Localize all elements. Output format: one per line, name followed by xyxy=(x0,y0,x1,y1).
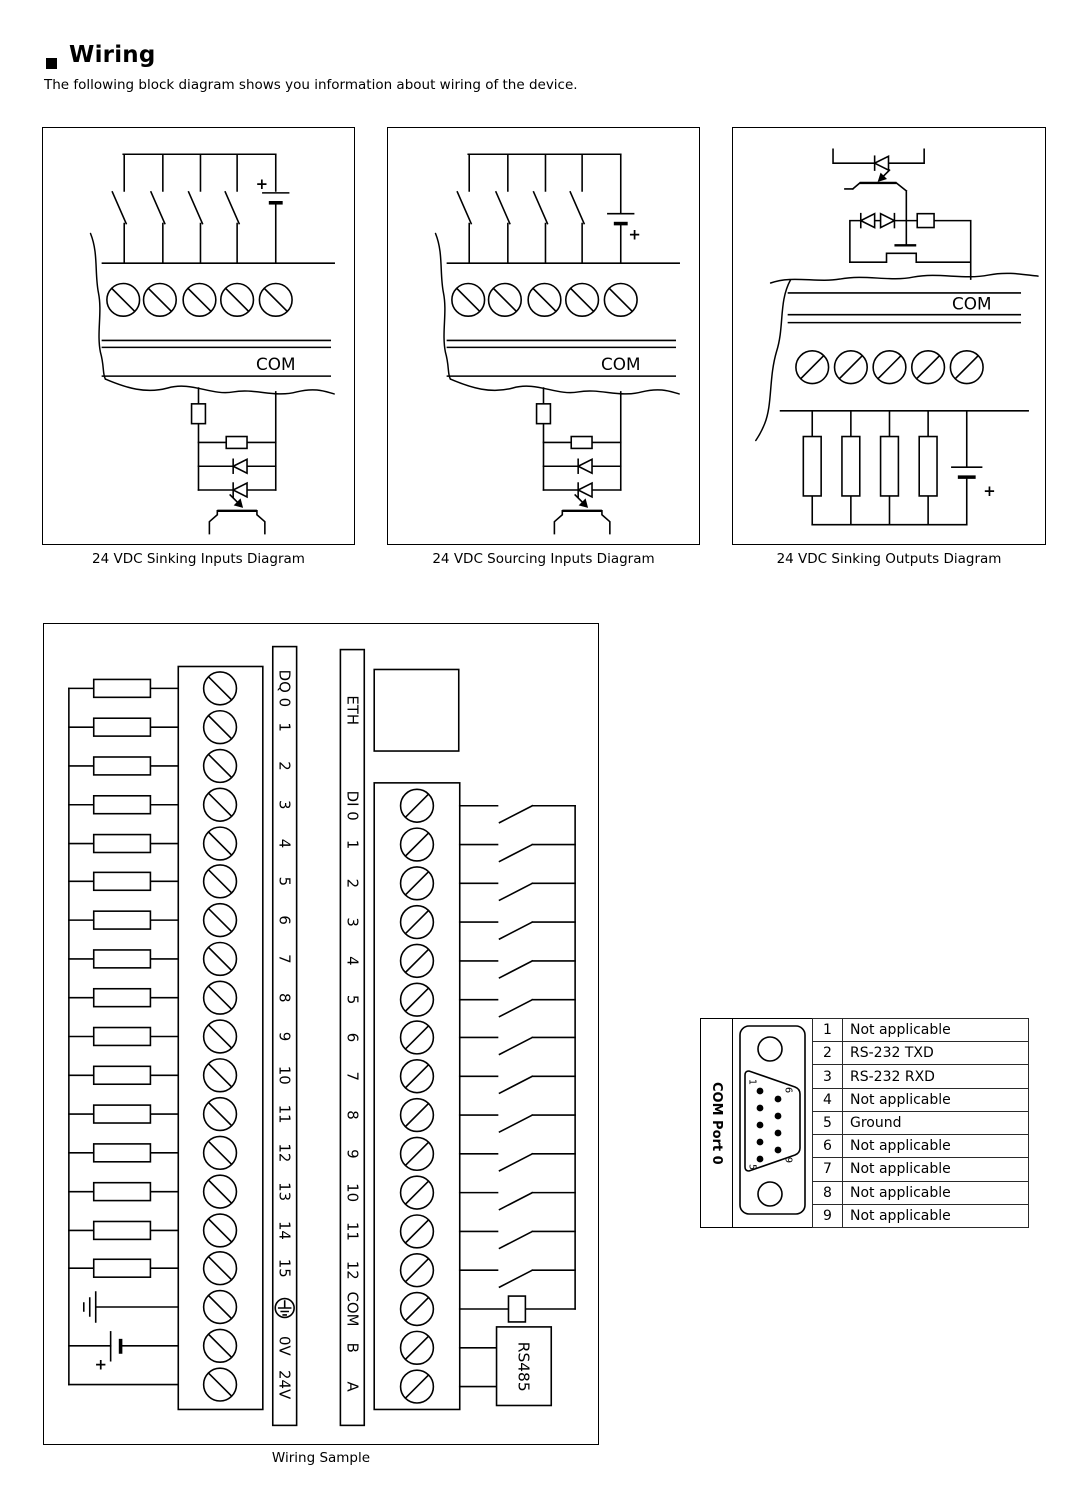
com-port-connector xyxy=(733,1019,813,1227)
sourcing-inputs-caption: 24 VDC Sourcing Inputs Diagram xyxy=(432,551,655,567)
wiring-sample-caption: Wiring Sample xyxy=(271,1450,371,1466)
load-resistors xyxy=(69,679,178,1277)
table-row: 7 Not applicable xyxy=(813,1158,1029,1181)
svg-text:11: 11 xyxy=(343,1221,362,1241)
sinking-outputs-caption: 24 VDC Sinking Outputs Diagram xyxy=(776,551,1002,567)
svg-text:9: 9 xyxy=(343,1149,362,1159)
table-row: 5 Ground xyxy=(813,1111,1029,1134)
torn-edge-left xyxy=(756,280,791,440)
svg-text:6: 6 xyxy=(275,915,294,925)
page-title: Wiring xyxy=(69,42,156,68)
sourcing-inputs-diagram xyxy=(387,127,700,545)
table-row: 6 Not applicable xyxy=(813,1135,1029,1158)
rs485-label: RS485 xyxy=(514,1341,533,1392)
svg-text:4: 4 xyxy=(343,956,362,966)
input-switches-icon xyxy=(457,154,584,263)
svg-text:10: 10 xyxy=(343,1183,362,1203)
svg-text:7: 7 xyxy=(275,954,294,964)
wiring-sample-diagram xyxy=(43,623,599,1445)
svg-text:1: 1 xyxy=(746,1078,758,1086)
svg-text:2: 2 xyxy=(343,878,362,889)
table-row: 9 Not applicable xyxy=(813,1204,1029,1227)
load-resistors xyxy=(803,411,937,525)
diode-icon xyxy=(875,156,889,170)
torn-edge-left xyxy=(91,233,106,379)
fuse-icon xyxy=(508,1296,525,1322)
table-row: 3 RS-232 RXD xyxy=(813,1065,1029,1088)
svg-text:15: 15 xyxy=(275,1258,294,1278)
earth-ground-icon xyxy=(275,1299,294,1318)
db9-connector-icon xyxy=(733,1019,813,1226)
svg-text:12: 12 xyxy=(275,1143,294,1163)
svg-text:4: 4 xyxy=(275,838,294,849)
svg-text:8: 8 xyxy=(343,1110,362,1120)
battery-icon xyxy=(952,411,996,525)
output-circuit xyxy=(833,149,971,279)
diode-icon xyxy=(881,214,895,228)
com-port-pin-table xyxy=(812,1018,1029,1228)
ground-icon xyxy=(84,1292,178,1322)
com-label: COM xyxy=(951,293,992,314)
svg-text:2: 2 xyxy=(275,761,294,771)
svg-text:1: 1 xyxy=(275,722,294,732)
svg-text:6: 6 xyxy=(782,1086,794,1094)
svg-text:A: A xyxy=(343,1381,362,1392)
table-row: 1 Not applicable xyxy=(813,1019,1029,1042)
wiring-sample-schematic xyxy=(44,624,597,1443)
terminal-screws xyxy=(452,284,637,317)
svg-text:9: 9 xyxy=(275,1031,294,1042)
svg-text:8: 8 xyxy=(275,992,294,1003)
connector-screw-hole xyxy=(758,1182,782,1206)
svg-text:5: 5 xyxy=(746,1163,758,1171)
battery-icon xyxy=(256,154,289,263)
connector-pins xyxy=(757,1088,782,1163)
svg-text:24V: 24V xyxy=(275,1370,294,1400)
sourcing-inputs-schematic xyxy=(388,128,698,543)
table-row: 4 Not applicable xyxy=(813,1088,1029,1111)
svg-text:1: 1 xyxy=(343,839,362,850)
com-label: COM xyxy=(601,354,641,375)
svg-text:11: 11 xyxy=(275,1104,294,1124)
input-switches-icon xyxy=(112,154,239,263)
svg-text:5: 5 xyxy=(275,876,294,887)
svg-text:0V: 0V xyxy=(275,1335,294,1356)
sinking-outputs-schematic xyxy=(733,128,1044,543)
svg-text:6: 6 xyxy=(343,1032,362,1043)
svg-text:3: 3 xyxy=(275,799,294,810)
svg-text:COM: COM xyxy=(343,1291,362,1327)
svg-text:9: 9 xyxy=(782,1156,794,1164)
torn-edge-bottom xyxy=(450,379,679,394)
torn-edge-top xyxy=(771,273,1038,283)
svg-text:14: 14 xyxy=(275,1220,294,1240)
input-switches-icon xyxy=(460,806,575,1287)
input-circuit xyxy=(192,388,276,534)
svg-text:+: + xyxy=(628,225,641,244)
terminal-screws xyxy=(796,351,983,384)
table-row: 2 RS-232 TXD xyxy=(813,1042,1029,1065)
com-label: COM xyxy=(256,354,296,375)
com-port-label: COM Port 0 xyxy=(701,1019,733,1227)
sinking-inputs-schematic xyxy=(43,128,353,543)
sinking-outputs-diagram xyxy=(732,127,1046,545)
svg-text:5: 5 xyxy=(343,994,362,1005)
table-row: 8 Not applicable xyxy=(813,1181,1029,1204)
section-bullet-icon xyxy=(46,58,57,69)
svg-text:+: + xyxy=(255,174,269,193)
com-port-panel xyxy=(700,1018,813,1228)
svg-text:10: 10 xyxy=(275,1065,294,1085)
input-circuit xyxy=(537,388,621,534)
svg-text:13: 13 xyxy=(275,1182,294,1202)
connector-screw-hole xyxy=(758,1037,782,1061)
terminal-screws xyxy=(107,284,292,317)
torn-edge-bottom xyxy=(105,379,334,394)
svg-text:DI 0: DI 0 xyxy=(343,790,362,821)
svg-text:3: 3 xyxy=(343,917,362,927)
diode-icon xyxy=(861,214,875,228)
resistor-icon xyxy=(917,214,934,228)
svg-text:7: 7 xyxy=(343,1071,362,1082)
eth-port-box xyxy=(374,669,459,751)
svg-text:B: B xyxy=(343,1342,362,1353)
battery-icon xyxy=(608,154,641,263)
svg-text:+: + xyxy=(983,481,996,500)
transistor-icon xyxy=(554,511,609,534)
page-subtitle: The following block diagram shows you information about wiring of the device. xyxy=(44,77,578,93)
svg-text:+: + xyxy=(94,1355,107,1374)
sinking-inputs-caption: 24 VDC Sinking Inputs Diagram xyxy=(92,551,305,567)
transistor-icon xyxy=(209,511,264,534)
svg-text:12: 12 xyxy=(343,1260,362,1280)
sinking-inputs-diagram xyxy=(42,127,355,545)
torn-edge-left xyxy=(436,233,451,379)
battery-icon xyxy=(69,1332,178,1374)
svg-text:ETH: ETH xyxy=(343,695,362,726)
svg-text:DQ 0: DQ 0 xyxy=(275,669,294,708)
